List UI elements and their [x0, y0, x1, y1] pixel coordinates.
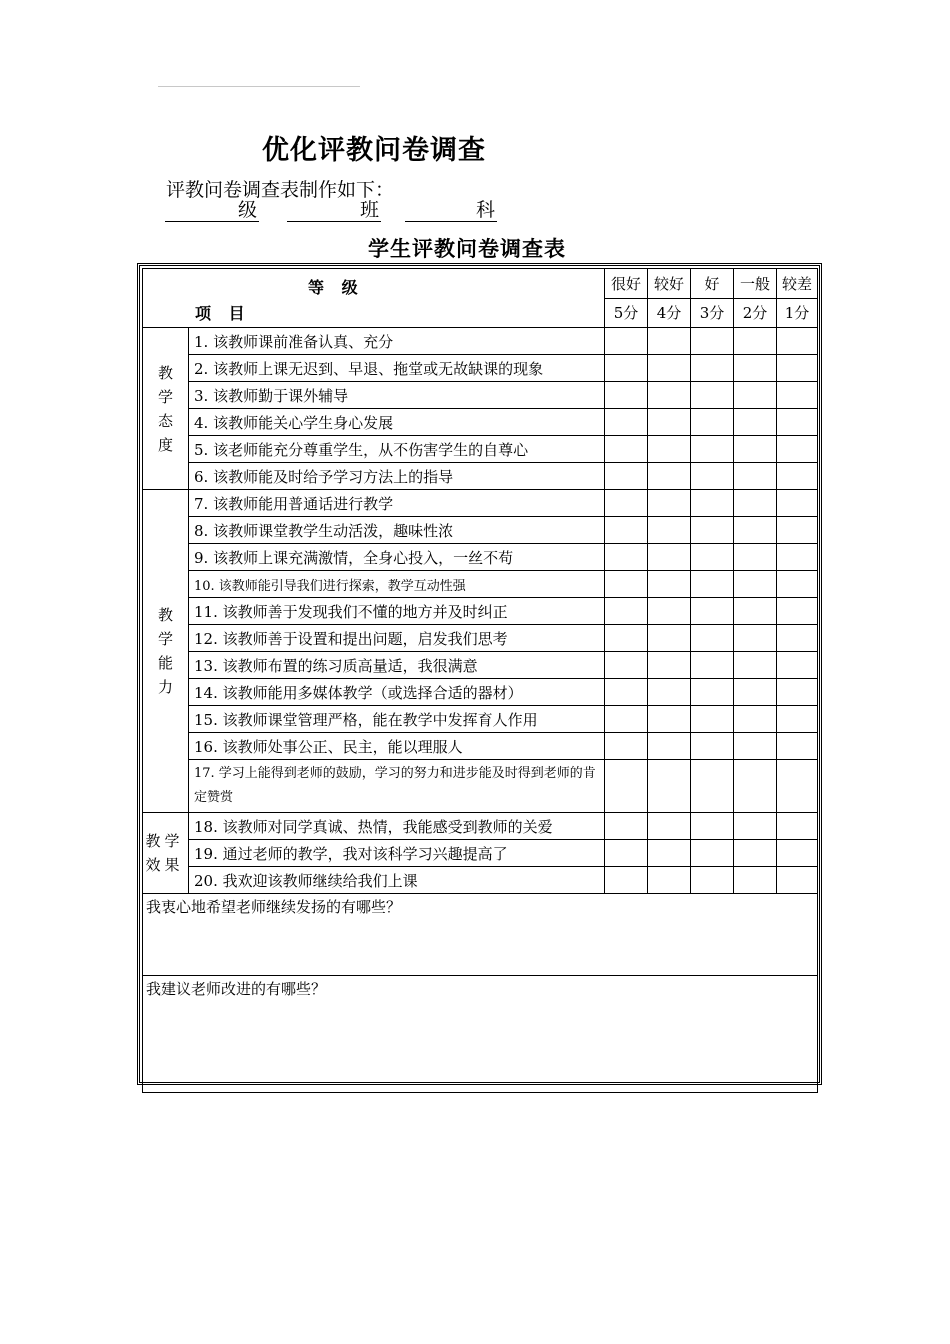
rating-checkbox-cell[interactable] [734, 409, 777, 436]
survey-item-row [143, 840, 818, 867]
category-cell [143, 328, 189, 490]
rating-checkbox-cell[interactable] [605, 355, 648, 382]
rating-checkbox-cell[interactable] [777, 840, 818, 867]
header-item-label: 项 目 [195, 304, 251, 323]
rating-checkbox-cell[interactable] [777, 490, 818, 517]
rating-checkbox-cell[interactable] [648, 706, 691, 733]
rating-checkbox-cell[interactable] [777, 571, 818, 598]
open-question-row [143, 894, 818, 976]
rating-checkbox-cell[interactable] [734, 679, 777, 706]
rating-checkbox-cell[interactable] [691, 598, 734, 625]
rating-checkbox-cell[interactable] [648, 679, 691, 706]
rating-checkbox-cell[interactable] [777, 652, 818, 679]
rating-checkbox-cell[interactable] [777, 409, 818, 436]
intro-text: 评教问卷调查表制作如下： [166, 179, 395, 201]
rating-checkbox-cell[interactable] [734, 598, 777, 625]
open-question-label: 我衷心地希望老师继续发扬的有哪些？ [146, 898, 402, 916]
rating-checkbox-cell[interactable] [648, 813, 691, 840]
rating-checkbox-cell[interactable] [777, 760, 818, 813]
survey-item-row [143, 544, 818, 571]
survey-item-text: 5. 该老师能充分尊重学生，从不伤害学生的自尊心 [189, 436, 605, 463]
rating-checkbox-cell[interactable] [605, 328, 648, 355]
rating-checkbox-cell[interactable] [777, 598, 818, 625]
survey-item-row [143, 813, 818, 840]
category-cell [143, 490, 189, 813]
rating-checkbox-cell[interactable] [605, 867, 648, 894]
rating-checkbox-cell[interactable] [605, 571, 648, 598]
rating-score: 2分 [734, 298, 777, 328]
survey-item-row [143, 382, 818, 409]
rating-checkbox-cell[interactable] [777, 706, 818, 733]
rating-checkbox-cell[interactable] [691, 409, 734, 436]
rating-checkbox-cell[interactable] [777, 679, 818, 706]
survey-item-text: 17. 学习上能得到老师的鼓励，学习的努力和进步能及时得到老师的肯定赞赏 [189, 760, 605, 813]
rating-checkbox-cell[interactable] [648, 409, 691, 436]
survey-item-row [143, 679, 818, 706]
rating-label: 很好 [605, 269, 648, 299]
rating-checkbox-cell[interactable] [734, 706, 777, 733]
rating-checkbox-cell[interactable] [648, 517, 691, 544]
open-question-label: 我建议老师改进的有哪些？ [146, 980, 327, 998]
rating-checkbox-cell[interactable] [734, 652, 777, 679]
rating-checkbox-cell[interactable] [691, 840, 734, 867]
rating-checkbox-cell[interactable] [691, 517, 734, 544]
grade-blank-label: 级 [237, 199, 257, 221]
rating-checkbox-cell[interactable] [605, 840, 648, 867]
category-label: 教学态度 [157, 363, 173, 454]
rating-checkbox-cell[interactable] [648, 355, 691, 382]
survey-item-row [143, 463, 818, 490]
rating-checkbox-cell[interactable] [734, 328, 777, 355]
rating-checkbox-cell[interactable] [648, 625, 691, 652]
rating-score: 5分 [605, 298, 648, 328]
rating-checkbox-cell[interactable] [605, 652, 648, 679]
category-label: 教学效果 [145, 832, 184, 874]
survey-frame [137, 263, 822, 1085]
rating-checkbox-cell[interactable] [777, 733, 818, 760]
rating-label: 较好 [648, 269, 691, 299]
rating-checkbox-cell[interactable] [777, 625, 818, 652]
rating-checkbox-cell[interactable] [691, 571, 734, 598]
rating-checkbox-cell[interactable] [691, 328, 734, 355]
survey-item-text: 8. 该教师课堂教学生动活泼，趣味性浓 [189, 517, 605, 544]
survey-item-text: 7. 该教师能用普通话进行教学 [189, 490, 605, 517]
rating-checkbox-cell[interactable] [777, 463, 818, 490]
class-blank-label: 班 [359, 199, 379, 221]
survey-item-row [143, 867, 818, 894]
survey-item-text: 20. 我欢迎该教师继续给我们上课 [189, 867, 605, 894]
rating-checkbox-cell[interactable] [691, 733, 734, 760]
rating-checkbox-cell[interactable] [605, 490, 648, 517]
rating-score: 4分 [648, 298, 691, 328]
class-blank[interactable] [287, 199, 381, 222]
grade-blank[interactable] [165, 199, 259, 222]
form-title: 学生评教问卷调查表 [368, 236, 566, 261]
survey-item-text: 14. 该教师能用多媒体教学（或选择合适的器材） [189, 679, 605, 706]
rating-checkbox-cell[interactable] [691, 679, 734, 706]
rating-label: 一般 [734, 269, 777, 299]
rating-checkbox-cell[interactable] [605, 760, 648, 813]
page-title: 优化评教问卷调查 [262, 135, 486, 166]
rating-label: 好 [691, 269, 734, 299]
survey-item-row [143, 598, 818, 625]
rating-checkbox-cell[interactable] [605, 679, 648, 706]
survey-item-text: 13. 该教师布置的练习质高量适，我很满意 [189, 652, 605, 679]
rating-checkbox-cell[interactable] [605, 813, 648, 840]
rating-checkbox-cell[interactable] [648, 733, 691, 760]
rating-checkbox-cell[interactable] [734, 625, 777, 652]
survey-item-row [143, 490, 818, 517]
survey-item-row [143, 625, 818, 652]
rating-checkbox-cell[interactable] [691, 625, 734, 652]
rating-checkbox-cell[interactable] [691, 813, 734, 840]
rating-checkbox-cell[interactable] [605, 517, 648, 544]
rating-checkbox-cell[interactable] [605, 409, 648, 436]
rating-checkbox-cell[interactable] [734, 463, 777, 490]
survey-item-row [143, 733, 818, 760]
rating-checkbox-cell[interactable] [777, 544, 818, 571]
rating-checkbox-cell[interactable] [734, 544, 777, 571]
rating-checkbox-cell[interactable] [691, 544, 734, 571]
rating-checkbox-cell[interactable] [648, 328, 691, 355]
header-row [143, 269, 818, 299]
rating-checkbox-cell[interactable] [648, 436, 691, 463]
rating-checkbox-cell[interactable] [777, 382, 818, 409]
survey-item-text: 15. 该教师课堂管理严格，能在教学中发挥育人作用 [189, 706, 605, 733]
survey-item-row [143, 571, 818, 598]
category-cell [143, 813, 189, 894]
rating-checkbox-cell[interactable] [734, 571, 777, 598]
rating-checkbox-cell[interactable] [691, 382, 734, 409]
rating-checkbox-cell[interactable] [648, 544, 691, 571]
rating-checkbox-cell[interactable] [734, 840, 777, 867]
rating-checkbox-cell[interactable] [605, 733, 648, 760]
rating-checkbox-cell[interactable] [691, 355, 734, 382]
rating-checkbox-cell[interactable] [777, 867, 818, 894]
category-label: 教学能力 [157, 606, 173, 696]
rating-checkbox-cell[interactable] [734, 355, 777, 382]
survey-item-text: 9. 该教师上课充满激情，全身心投入，一丝不苟 [189, 544, 605, 571]
open-question-row [143, 976, 818, 1093]
rating-checkbox-cell[interactable] [605, 544, 648, 571]
rating-score: 1分 [777, 298, 818, 328]
rating-checkbox-cell[interactable] [777, 813, 818, 840]
rating-checkbox-cell[interactable] [691, 490, 734, 517]
survey-item-text: 6. 该教师能及时给予学习方法上的指导 [189, 463, 605, 490]
rating-checkbox-cell[interactable] [734, 382, 777, 409]
open-question-answer-area[interactable] [143, 976, 818, 1093]
rating-checkbox-cell[interactable] [734, 490, 777, 517]
header-rule [158, 86, 360, 87]
class-info-blanks [165, 199, 497, 222]
rating-checkbox-cell[interactable] [605, 436, 648, 463]
survey-item-text: 18. 该教师对同学真诚、热情，我能感受到教师的关爱 [189, 813, 605, 840]
subject-blank-label: 科 [475, 199, 495, 221]
rating-checkbox-cell[interactable] [691, 436, 734, 463]
rating-checkbox-cell[interactable] [648, 571, 691, 598]
subject-blank[interactable] [405, 199, 497, 222]
survey-item-text: 12. 该教师善于设置和提出问题，启发我们思考 [189, 625, 605, 652]
survey-item-text: 19. 通过老师的教学，我对该科学习兴趣提高了 [189, 840, 605, 867]
survey-item-text: 4. 该教师能关心学生身心发展 [189, 409, 605, 436]
survey-item-text: 11. 该教师善于发现我们不懂的地方并及时纠正 [189, 598, 605, 625]
rating-checkbox-cell[interactable] [605, 463, 648, 490]
survey-item-row [143, 436, 818, 463]
rating-label: 较差 [777, 269, 818, 299]
survey-table [142, 268, 818, 1093]
rating-checkbox-cell[interactable] [648, 382, 691, 409]
rating-checkbox-cell[interactable] [605, 382, 648, 409]
survey-item-row [143, 706, 818, 733]
rating-checkbox-cell[interactable] [691, 706, 734, 733]
survey-item-row [143, 328, 818, 355]
header-corner-cell [143, 269, 605, 328]
survey-item-row [143, 760, 818, 813]
rating-checkbox-cell[interactable] [734, 867, 777, 894]
rating-checkbox-cell[interactable] [648, 463, 691, 490]
rating-checkbox-cell[interactable] [648, 760, 691, 813]
survey-item-text: 10. 该教师能引导我们进行探索，教学互动性强 [189, 571, 605, 598]
rating-checkbox-cell[interactable] [691, 652, 734, 679]
rating-checkbox-cell[interactable] [648, 598, 691, 625]
survey-item-text: 3. 该教师勤于课外辅导 [189, 382, 605, 409]
rating-checkbox-cell[interactable] [691, 760, 734, 813]
rating-checkbox-cell[interactable] [777, 517, 818, 544]
survey-item-text: 16. 该教师处事公正、民主，能以理服人 [189, 733, 605, 760]
rating-score: 3分 [691, 298, 734, 328]
rating-checkbox-cell[interactable] [734, 517, 777, 544]
rating-checkbox-cell[interactable] [777, 328, 818, 355]
rating-checkbox-cell[interactable] [734, 733, 777, 760]
survey-item-row [143, 409, 818, 436]
rating-checkbox-cell[interactable] [777, 355, 818, 382]
survey-item-row [143, 517, 818, 544]
rating-checkbox-cell[interactable] [605, 598, 648, 625]
rating-checkbox-cell[interactable] [648, 840, 691, 867]
open-question-answer-area[interactable] [143, 894, 818, 976]
rating-checkbox-cell[interactable] [734, 760, 777, 813]
rating-checkbox-cell[interactable] [648, 490, 691, 517]
rating-checkbox-cell[interactable] [605, 625, 648, 652]
rating-checkbox-cell[interactable] [691, 463, 734, 490]
survey-item-text: 1. 该教师课前准备认真、充分 [189, 328, 605, 355]
rating-checkbox-cell[interactable] [691, 867, 734, 894]
rating-checkbox-cell[interactable] [648, 867, 691, 894]
header-grade-label: 等 级 [308, 278, 364, 297]
rating-checkbox-cell[interactable] [648, 652, 691, 679]
rating-checkbox-cell[interactable] [734, 813, 777, 840]
rating-checkbox-cell[interactable] [734, 436, 777, 463]
rating-checkbox-cell[interactable] [777, 436, 818, 463]
survey-item-row [143, 652, 818, 679]
survey-item-text: 2. 该教师上课无迟到、早退、拖堂或无故缺课的现象 [189, 355, 605, 382]
rating-checkbox-cell[interactable] [605, 706, 648, 733]
survey-item-row [143, 355, 818, 382]
